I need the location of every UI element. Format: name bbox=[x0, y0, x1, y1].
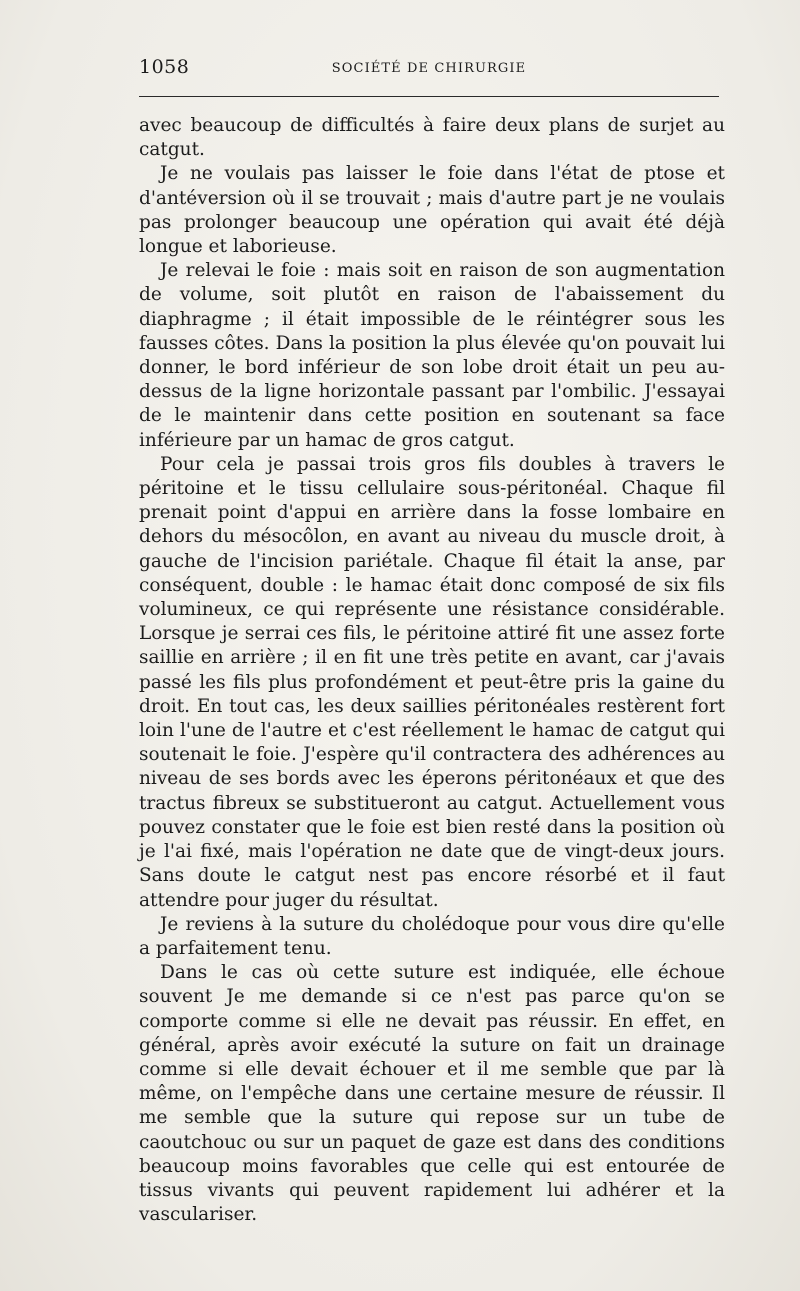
paragraph: Je relevai le foie : mais soit en raison de son augmentation de volume, soit plutôt en raison de l'abaissement du diaphragme ; il était impossible de le réintégrer sous les fausses côtes. Dans la position la plus élevée qu'on pouvait lui donner, le bord inférieur de son lobe droit était un peu au-dessus de la ligne horizontale passant par l'ombilic. J'essayai de le maintenir dans cette position en soutenant sa face inférieure par un hamac de gros catgut. bbox=[139, 260, 725, 451]
body-text bbox=[139, 114, 725, 1227]
paragraph: Je ne voulais pas laisser le foie dans l'état de ptose et d'antéversion où il se trouvait ; mais d'autre part je ne voulais pas prolonger beaucoup une opération qui avait été déjà longue et laborieuse. bbox=[139, 163, 725, 258]
paragraph: Je reviens à la suture du cholédoque pour vous dire qu'elle a parfaitement tenu. bbox=[139, 913, 725, 959]
running-head: SOCIÉTÉ DE CHIRURGIE bbox=[331, 61, 527, 76]
header-rule bbox=[139, 96, 719, 97]
page-number: 1058 bbox=[139, 56, 190, 78]
paragraph: Dans le cas où cette suture est indiquée, elle échoue souvent Je me demande si ce n'est pas parce qu'on se comporte comme si elle ne devait pas réussir. En effet, en général, après avoir exécuté la suture on fait un drainage comme si elle devait échouer et il me semble que par là même, on l'empêche dans une certaine mesure de réussir. Il me semble que la suture qui repose sur un tube de caoutchouc ou sur un paquet de gaze est dans des conditions beaucoup moins favorables que celle qui est entourée de tissus vivants qui peuvent rapidement lui adhérer et la vasculariser. bbox=[139, 962, 725, 1226]
page-header bbox=[139, 56, 719, 84]
paragraph: avec beaucoup de difficultés à faire deux plans de surjet au catgut. bbox=[139, 115, 725, 161]
paragraph: Pour cela je passai trois gros fils doubles à travers le péritoine et le tissu cellulaire sous-péritonéal. Chaque fil prenait point d'appui en arrière dans la fosse lombaire en dehors du mésocôlon, en avant au niveau du muscle droit, à gauche de l'incision pariétale. Chaque fil était la anse, par conséquent, double : le hamac était donc composé de six fils volumineux, ce qui représente une résistance considérable. Lorsque je serrai ces fils, le péritoine attiré fit une assez forte saillie en arrière ; il en fit une très petite en avant, car j'avais passé les fils plus profondément et peut-être pris la gaine du droit. En tout cas, les deux saillies péritonéales restèrent fort loin l'une de l'autre et c'est réellement le hamac de catgut qui soutenait le foie. J'espère qu'il contractera des adhérences au niveau de ses bords avec les éperons péritonéaux et que des tractus fibreux se substitueront au catgut. Actuellement vous pouvez constater que le foie est bien resté dans la position où je l'ai fixé, mais l'opération ne date que de vingt-deux jours. Sans doute le catgut nest pas encore résorbé et il faut attendre pour juger du résultat. bbox=[139, 453, 725, 911]
